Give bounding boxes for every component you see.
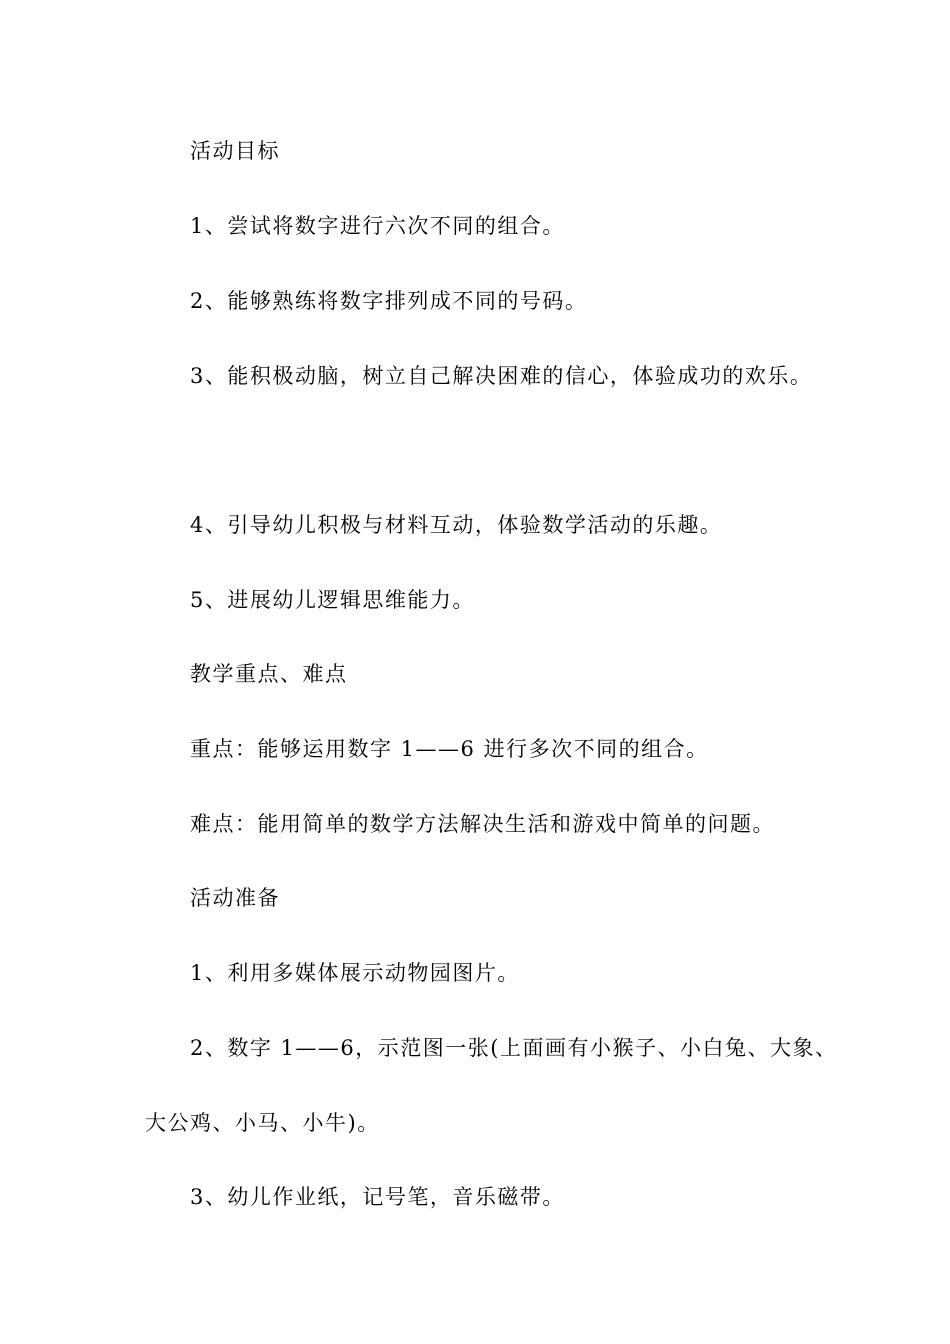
prep-item-2-line-1: 2、数字 1——6，示范图一张(上面画有小猴子、小白兔、大象、: [190, 1036, 838, 1060]
goal-item-5: 5、进展幼儿逻辑思维能力。: [190, 588, 475, 612]
heading-activity-preparation: 活动准备: [190, 886, 280, 910]
difficulty-text: 难点：能用简单的数学方法解决生活和游戏中简单的问题。: [190, 812, 775, 836]
heading-key-points: 教学重点、难点: [190, 662, 348, 686]
prep-item-3: 3、幼儿作业纸，记号笔，音乐磁带。: [190, 1185, 565, 1209]
goal-item-3: 3、能积极动脑，树立自己解决困难的信心，体验成功的欢乐。: [190, 364, 813, 388]
prep-item-2-line-2: 大公鸡、小马、小牛)。: [145, 1111, 380, 1135]
heading-activity-goals: 活动目标: [190, 139, 280, 163]
goal-item-1: 1、尝试将数字进行六次不同的组合。: [190, 214, 565, 238]
prep-item-1: 1、利用多媒体展示动物园图片。: [190, 961, 520, 985]
key-point-text: 重点：能够运用数字 1——6 进行多次不同的组合。: [190, 737, 709, 761]
goal-item-4: 4、引导幼儿积极与材料互动，体验数学活动的乐趣。: [190, 513, 723, 537]
goal-item-2: 2、能够熟练将数字排列成不同的号码。: [190, 289, 588, 313]
